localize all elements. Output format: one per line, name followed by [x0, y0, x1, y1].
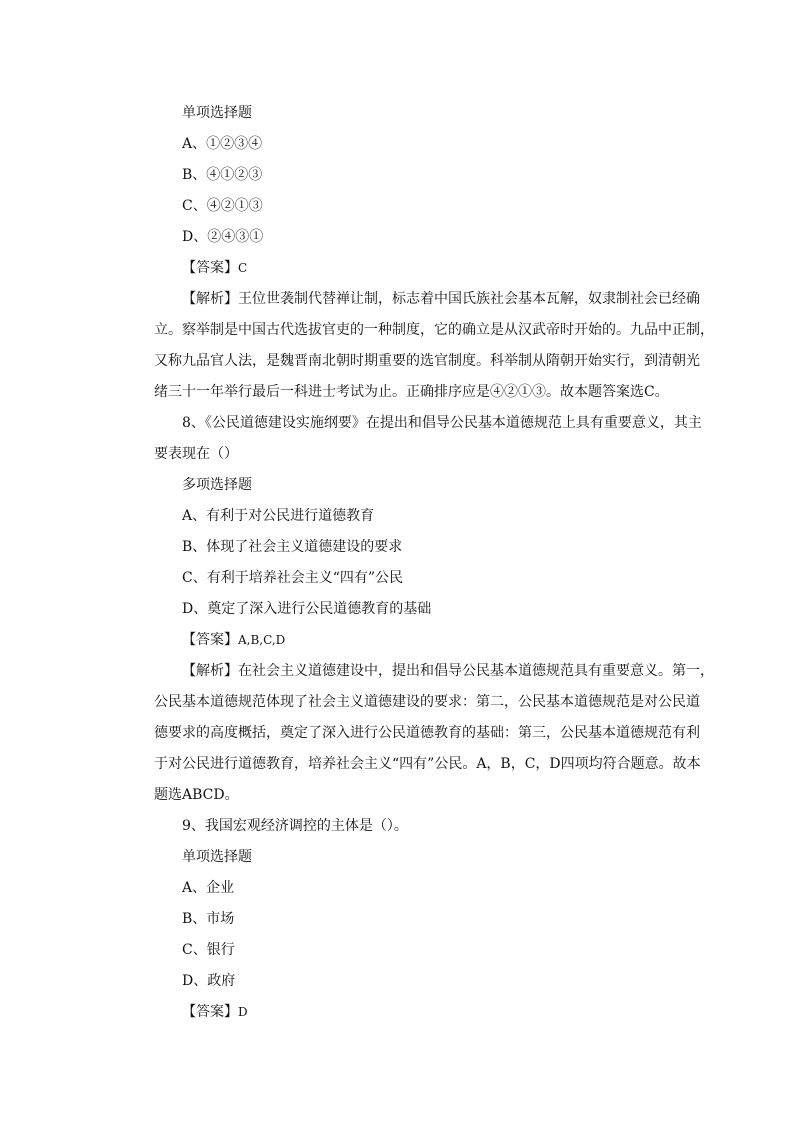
q8-analysis-line-4: 于对公民进行道德教育，培养社会主义“四有”公民。A，B，C，D四项均符合题意。故本 — [154, 756, 701, 772]
q7-analysis-line-1 — [154, 284, 700, 315]
q9-option-a: A、企业 — [182, 880, 235, 896]
q8-option-b: B、体现了社会主义道德建设的要求 — [182, 539, 403, 555]
q9-option-b: B、市场 — [182, 911, 235, 927]
answer-label: 【答案】 — [182, 1004, 238, 1020]
q8-stem-line-2: 要表现在（） — [154, 446, 238, 462]
q7-option-d: D、②④③① — [182, 229, 264, 245]
q7-answer — [154, 253, 640, 284]
q8-option-c: C、有利于培养社会主义“四有”公民 — [182, 570, 404, 586]
q8-analysis-line-1 — [154, 656, 714, 687]
analysis-label: 【解析】 — [182, 291, 238, 307]
q7-option-b: B、④①②③ — [182, 167, 263, 183]
q8-analysis-text-1: 在社会主义道德建设中，提出和倡导公民基本道德规范具有重要意义。第一， — [238, 663, 714, 679]
question-content — [154, 98, 714, 1028]
answer-label: 【答案】 — [182, 632, 238, 648]
q7-option-c: C、④②①③ — [182, 198, 263, 214]
q7-analysis — [154, 284, 714, 408]
q8-analysis-line-3: 德要求的高度概括，奠定了深入进行公民道德教育的基础：第三，公民基本道德规范有利 — [154, 725, 700, 741]
q8-answer — [154, 625, 640, 656]
q7-analysis-line-4: 绪三十一年举行最后一科进士考试为止。正确排序应是④②①③。故本题答案选C。 — [154, 384, 669, 400]
q9-answer — [154, 997, 640, 1028]
q8-analysis — [154, 656, 714, 811]
q7-answer-value: C — [238, 261, 248, 275]
q8-answer-value: A,B,C,D — [238, 633, 286, 647]
answer-label: 【答案】 — [182, 260, 238, 276]
q7-analysis-line-3: 又称九品官人法，是魏晋南北朝时期重要的选官制度。科举制从隋朝开始实行，到清朝光 — [154, 353, 700, 369]
q7-option-a: A、①②③④ — [182, 136, 263, 152]
q7-analysis-line-2: 立。察举制是中国古代选拔官吏的一种制度，它的确立是从汉武帝时开始的。九品中正制， — [154, 322, 714, 338]
q9-option-d: D、政府 — [182, 973, 236, 989]
q8-stem — [154, 408, 702, 470]
q8-analysis-line-5: 题选ABCD。 — [154, 787, 239, 803]
q8-analysis-line-2: 公民基本道德规范体现了社会主义道德建设的要求：第二，公民基本道德规范是对公民道 — [154, 694, 700, 710]
q8-option-d: D、奠定了深入进行公民道德教育的基础 — [182, 601, 432, 617]
q7-analysis-text-1: 王位世袭制代替禅让制，标志着中国氏族社会基本瓦解，奴隶制社会已经确 — [238, 291, 700, 307]
analysis-label: 【解析】 — [182, 663, 238, 679]
q9-option-c: C、银行 — [182, 942, 235, 958]
q9-stem: 9、我国宏观经济调控的主体是（）。 — [182, 818, 408, 834]
q8-option-a: A、有利于对公民进行道德教育 — [182, 508, 375, 524]
q8-stem-line-1: 8、《公民道德建设实施纲要》在提出和倡导公民基本道德规范上具有重要意义，其主 — [182, 415, 702, 431]
q7-type: 单项选择题 — [182, 105, 252, 121]
q9-answer-value: D — [238, 1005, 248, 1019]
q9-type: 单项选择题 — [182, 849, 252, 865]
q8-type: 多项选择题 — [182, 477, 252, 493]
